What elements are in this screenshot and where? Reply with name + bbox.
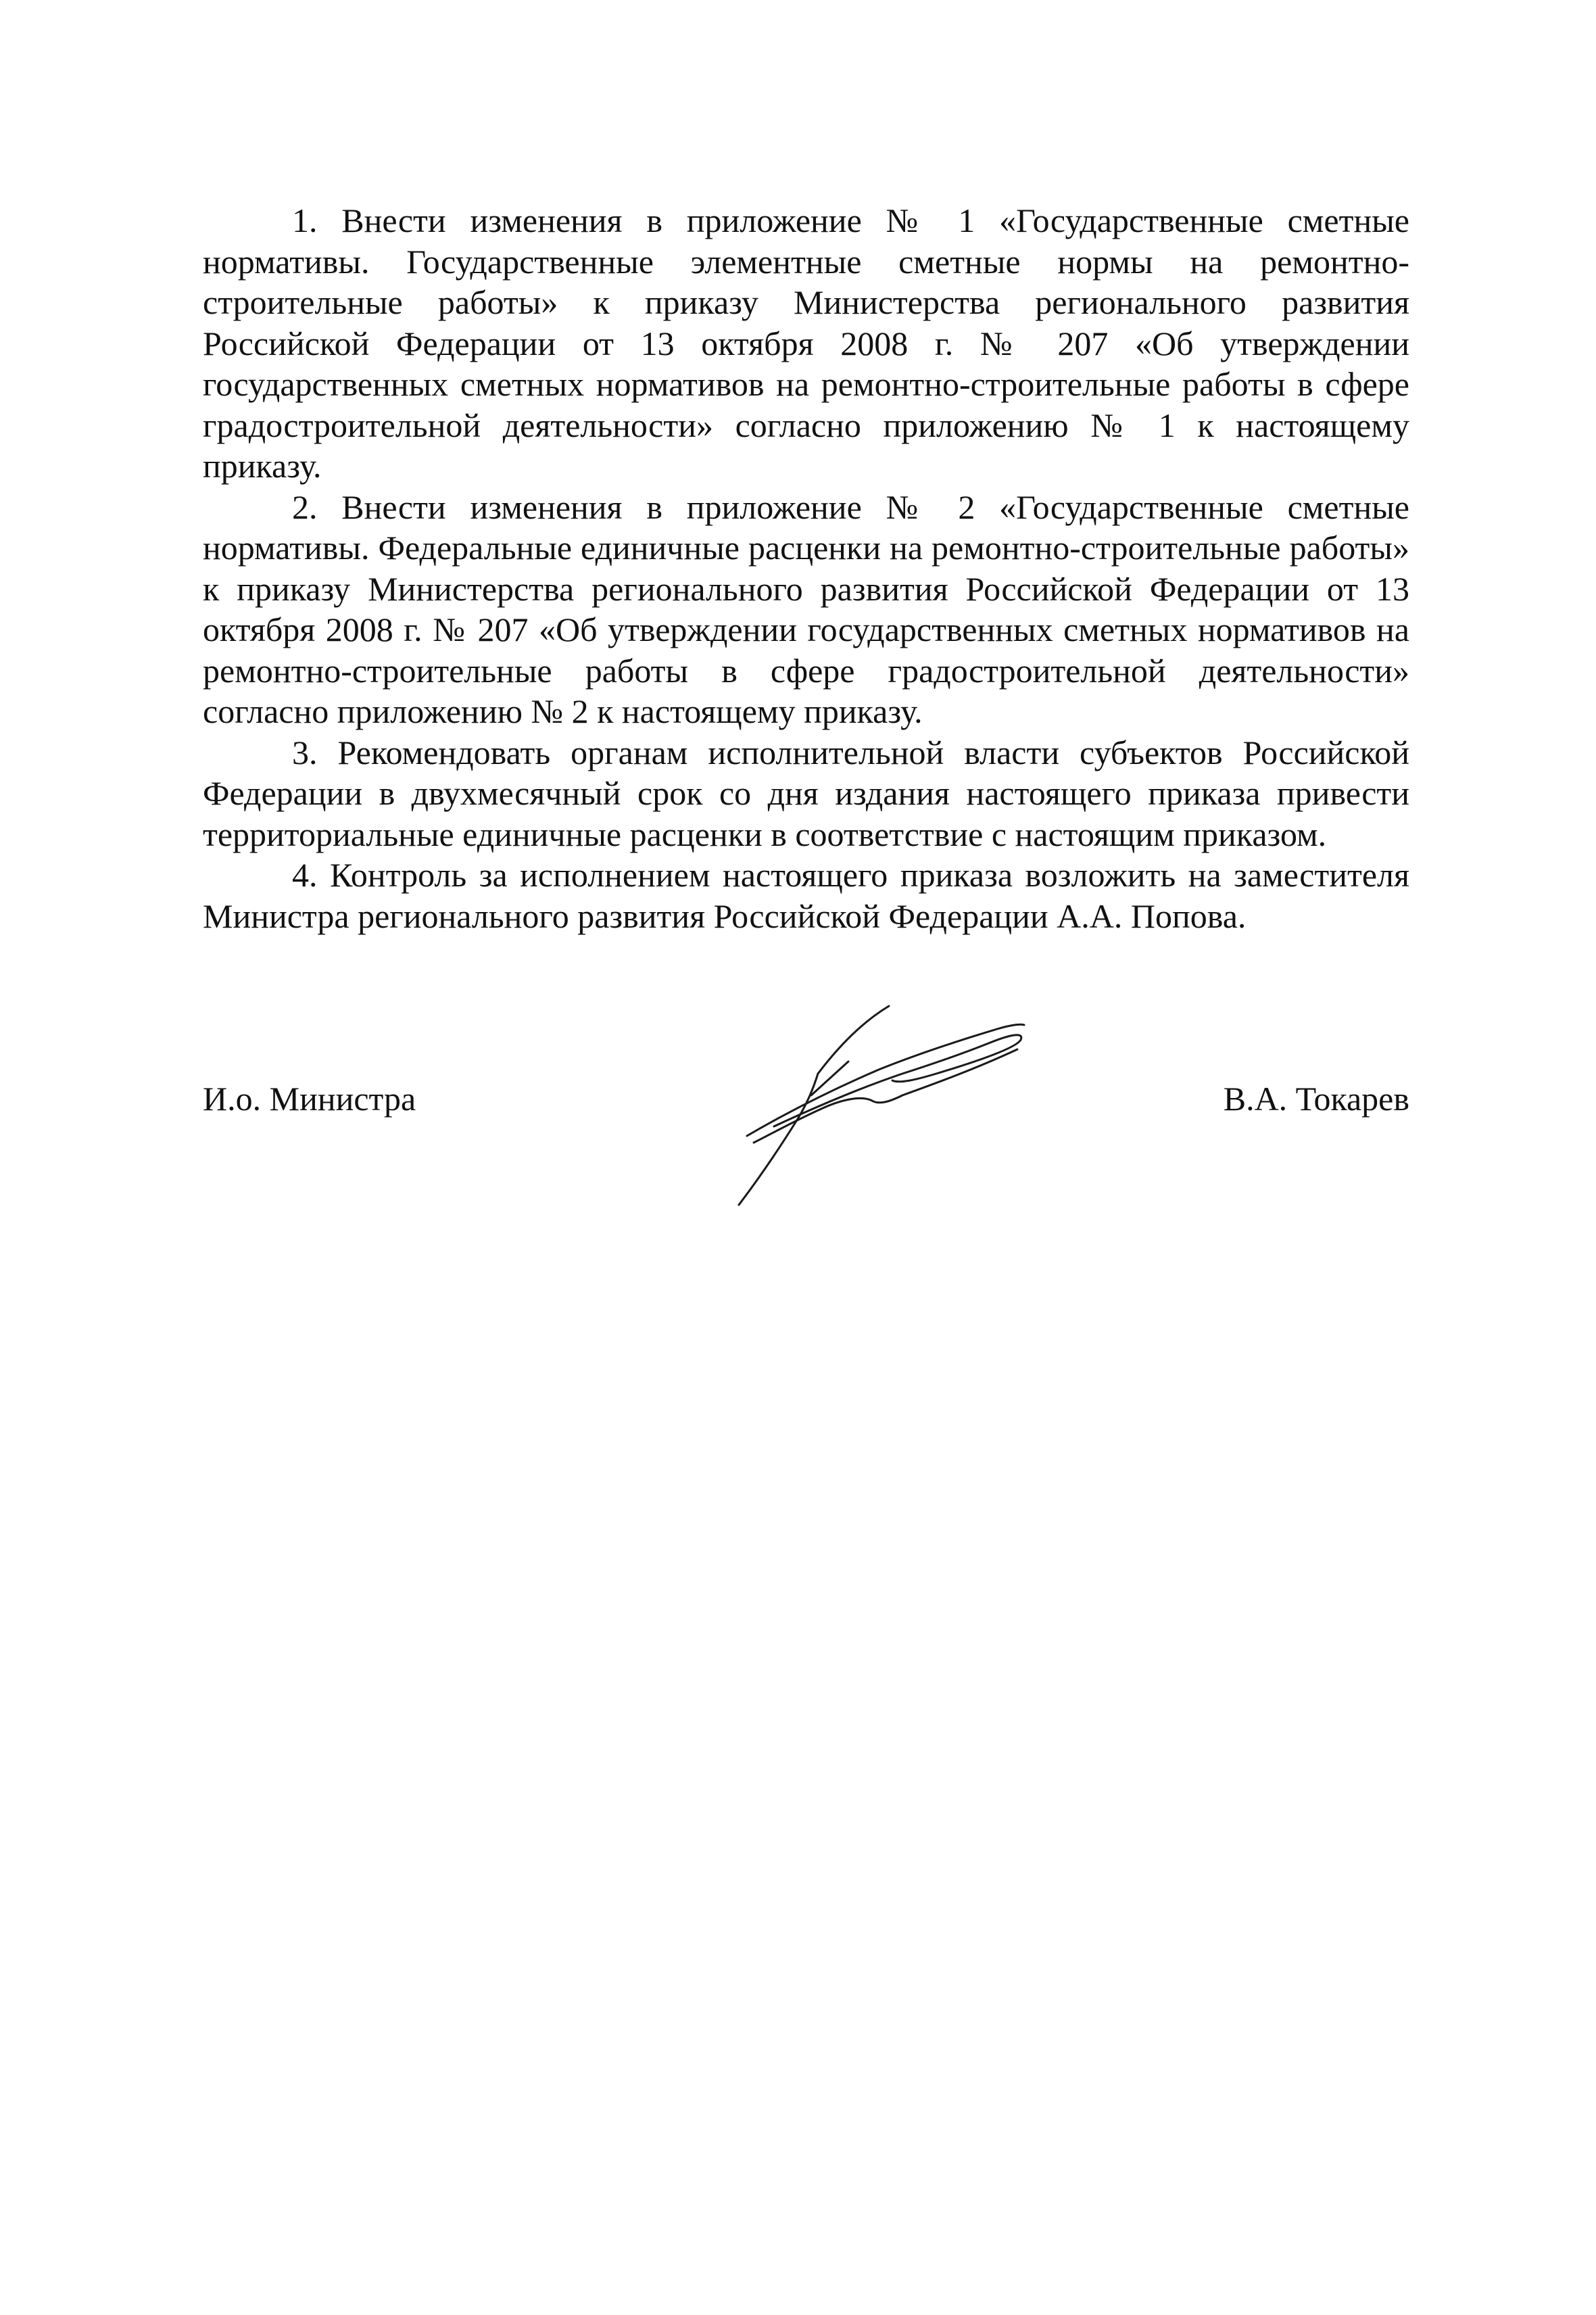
signer-name: В.А. Токарев bbox=[1223, 1080, 1409, 1118]
order-item-3: 3. Рекомендовать органам исполнительной власти субъектов Российской Федерации в двухмесячный срок со дня издания настоящего приказа привести территориальные единичные расценки в соответствие с настоящим приказом. bbox=[203, 733, 1409, 853]
signature-stroke bbox=[818, 1006, 889, 1074]
order-item-4: 4. Контроль за исполнением настоящего приказа возложить на заместителя Министра регионального развития Российской Федерации А.А. Попова. bbox=[203, 856, 1409, 935]
order-item-1: 1. Внести изменения в приложение № 1 «Государственные сметные нормативы. Государственные элементные сметные нормы на ремонтно-строительные работы» к приказу Министерства регионального развития Российской Федерации от 13 октября 2008 г. № 207 «Об утверждении государственных сметных нормативов на ремонтно-строительные работы в сфере градостроительной деятельности» согласно приложению № 1 к настоящему приказу. bbox=[203, 201, 1409, 485]
signature-stroke bbox=[739, 1074, 818, 1205]
order-body bbox=[203, 200, 1409, 936]
signature-stroke bbox=[902, 1049, 1017, 1095]
signer-position: И.о. Министра bbox=[203, 1080, 416, 1118]
handwritten-signature bbox=[733, 994, 1044, 1210]
order-item-2: 2. Внести изменения в приложение № 2 «Государственные сметные нормативы. Федеральные единичные расценки на ремонтно-строительные работы» к приказу Министерства регионального развития Российской Федерации от 13 октября 2008 г. № 207 «Об утверждении государственных сметных нормативов на ремонтно-строительные работы в сфере градостроительной деятельности» согласно приложению № 2 к настоящему приказу. bbox=[203, 487, 1409, 730]
